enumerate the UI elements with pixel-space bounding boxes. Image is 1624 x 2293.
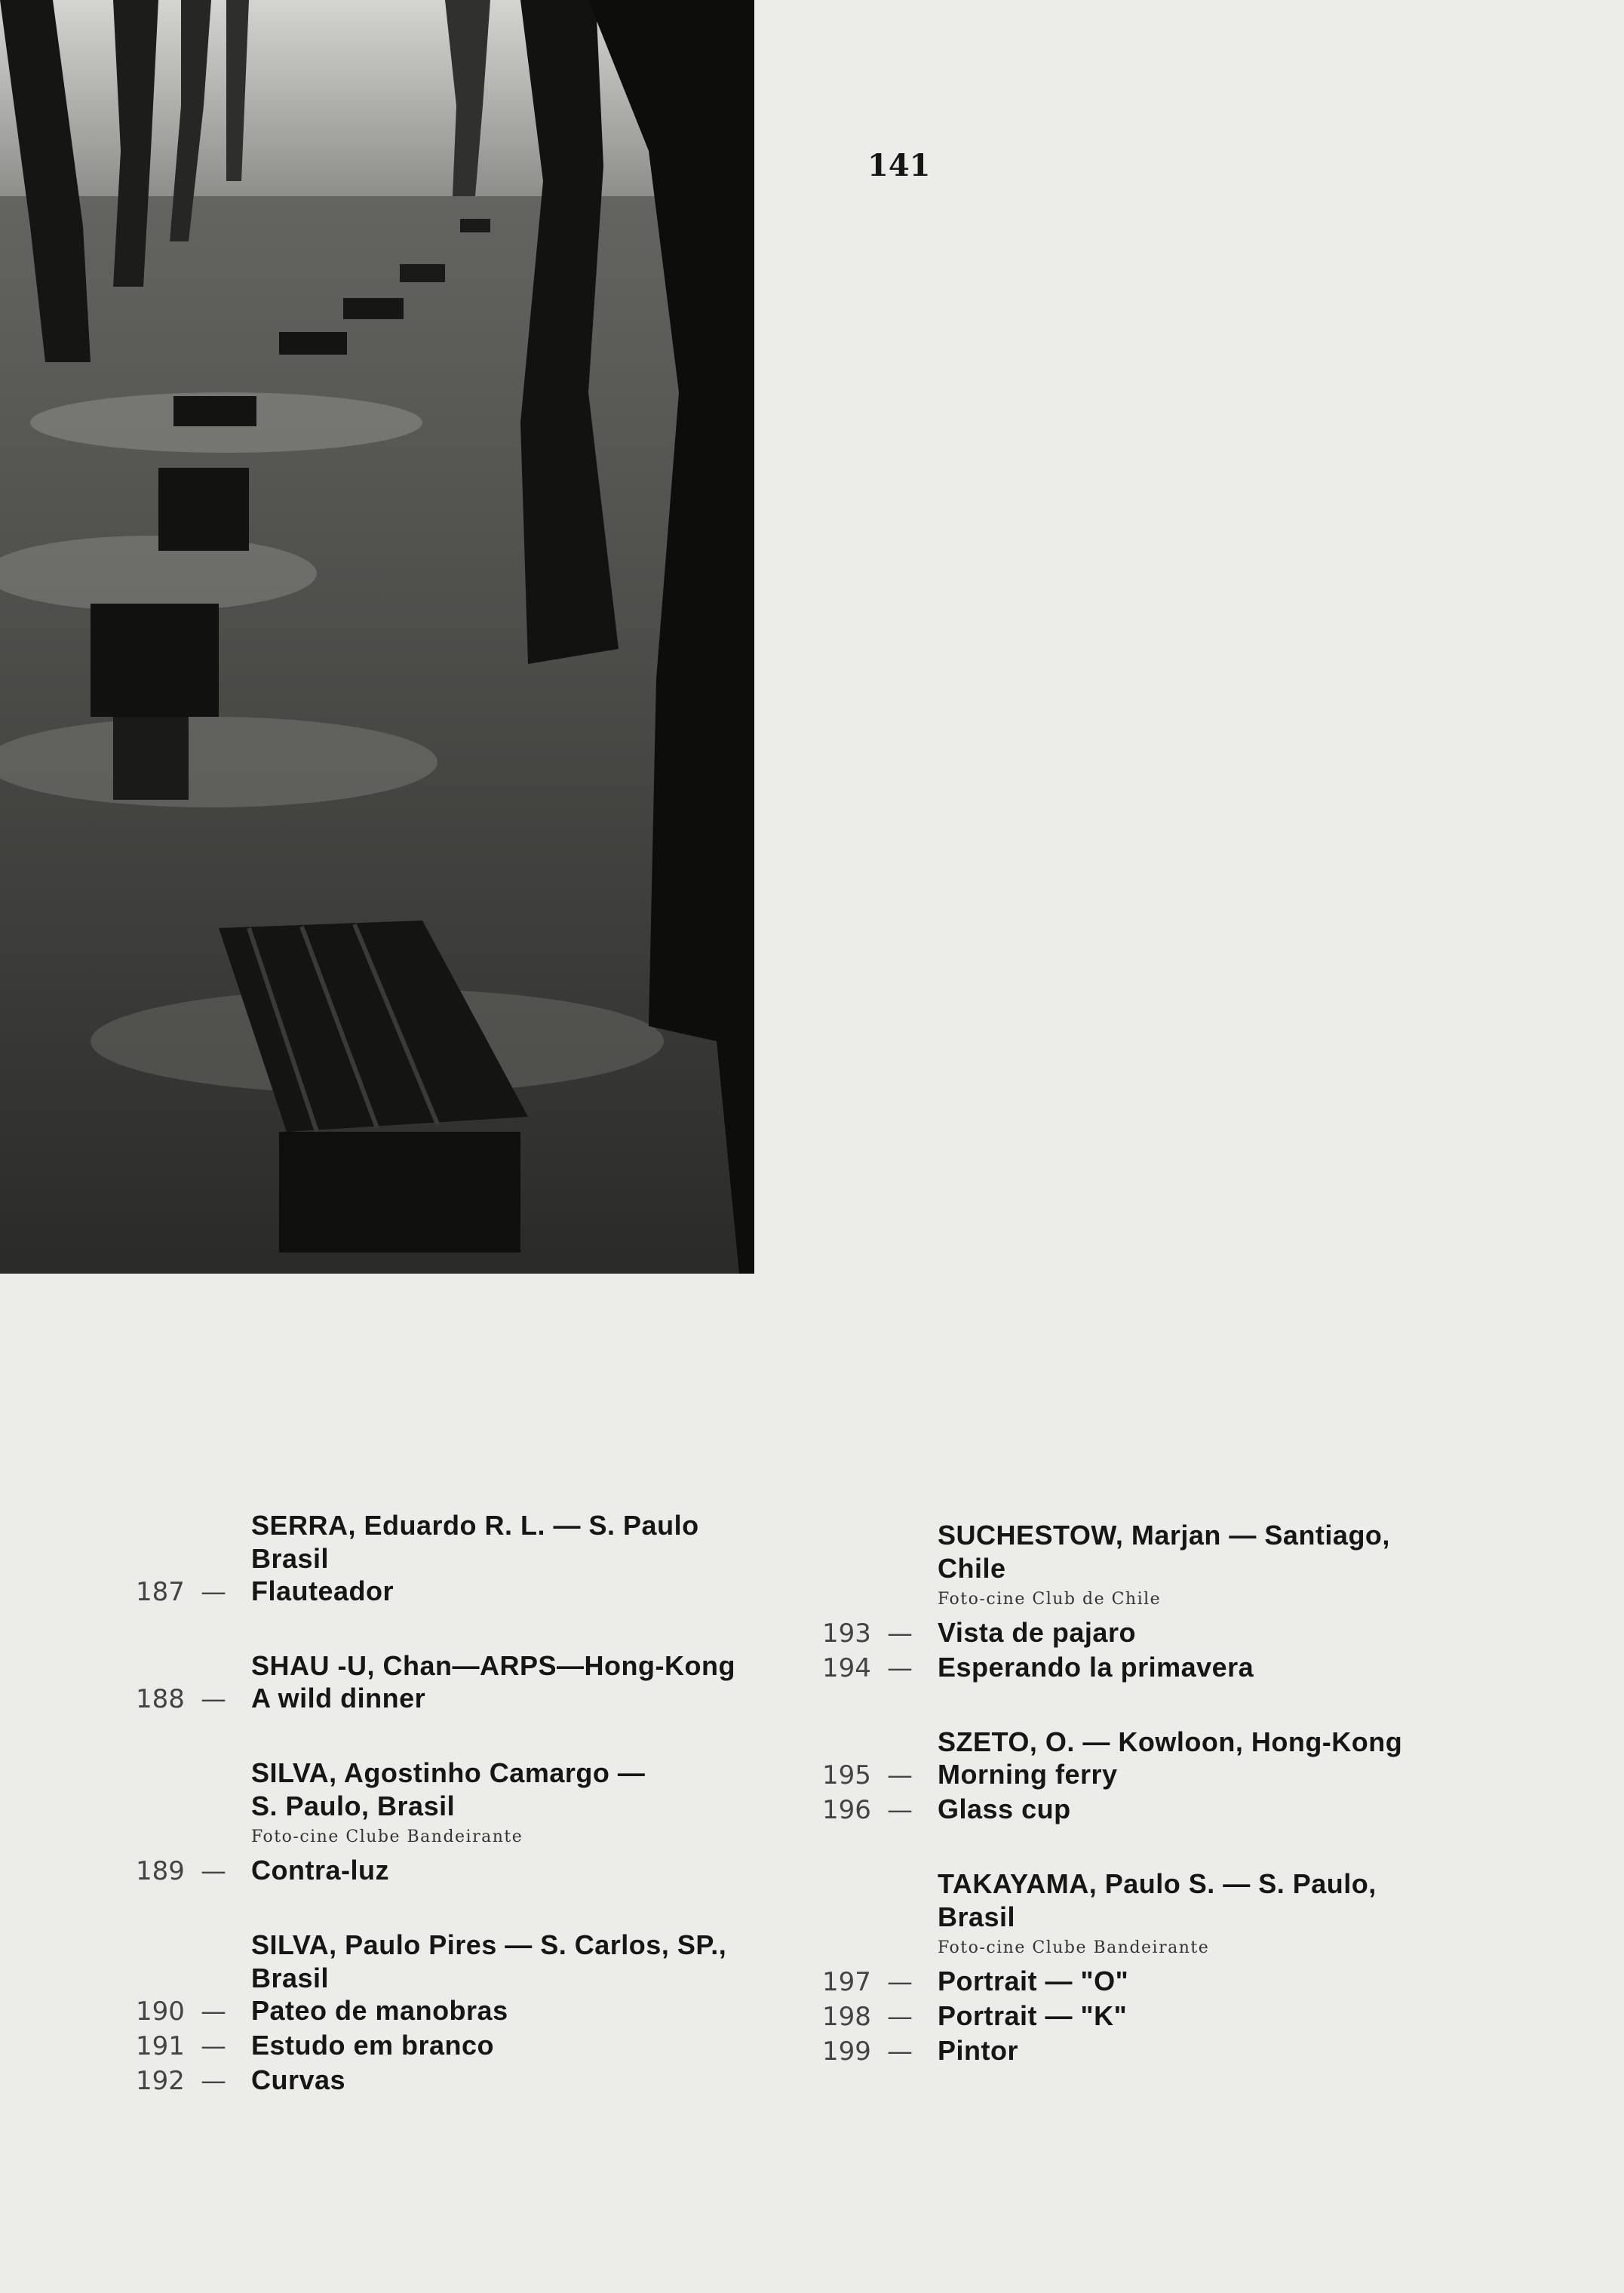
photographer-name: SHAU -U, Chan—ARPS—Hong-Kong <box>251 1650 735 1681</box>
work-title: Glass cup <box>938 1794 1071 1824</box>
left-column <box>136 1509 815 2138</box>
work-item <box>822 1617 1607 1652</box>
photographer-entry <box>822 1867 1607 2070</box>
work-number: 199 <box>822 2036 871 2067</box>
work-dash: — <box>201 1684 226 1714</box>
work-item <box>822 1794 1607 1828</box>
work-dash: — <box>887 1967 913 1997</box>
work-dash: — <box>201 2066 226 2096</box>
work-item <box>136 1855 815 1889</box>
work-dash: — <box>887 1618 913 1649</box>
work-number: 198 <box>822 2002 871 2032</box>
work-dash: — <box>201 1577 226 1607</box>
work-item <box>136 2030 815 2064</box>
work-item <box>822 1652 1607 1686</box>
photographer-name: SZETO, O. — Kowloon, Hong-Kong <box>938 1726 1403 1757</box>
photographer-name: Brasil <box>938 1901 1016 1932</box>
photographer-name: Brasil <box>251 1963 330 1993</box>
work-title: Vista de pajaro <box>938 1617 1136 1648</box>
work-number: 193 <box>822 1618 871 1649</box>
work-dash: — <box>887 2036 913 2067</box>
photo-club: Foto-cine Clube Bandeirante <box>251 1827 523 1846</box>
photographer-entry <box>136 1929 815 2099</box>
photographer-entry <box>136 1757 815 1889</box>
work-number: 187 <box>136 1577 185 1607</box>
photographer-entry <box>136 1509 815 1610</box>
work-dash: — <box>201 1856 226 1886</box>
photographer-name: SILVA, Agostinho Camargo — <box>251 1757 646 1788</box>
work-number: 192 <box>136 2066 185 2096</box>
work-number: 189 <box>136 1856 185 1886</box>
photographer-entry <box>822 1726 1607 1828</box>
photographer-entry <box>822 1519 1607 1686</box>
work-title: Contra-luz <box>251 1855 389 1886</box>
work-number: 188 <box>136 1684 185 1714</box>
work-title: Curvas <box>251 2064 346 2095</box>
work-title: Portrait — "O" <box>938 1966 1129 1996</box>
photographer-name: SILVA, Paulo Pires — S. Carlos, SP., <box>251 1929 727 1960</box>
work-title: A wild dinner <box>251 1683 426 1714</box>
work-dash: — <box>887 1795 913 1825</box>
photographer-name: SUCHESTOW, Marjan — Santiago, <box>938 1520 1390 1551</box>
page-number: 141 <box>867 148 931 183</box>
work-item <box>822 2035 1607 2070</box>
work-number: 190 <box>136 1996 185 2027</box>
work-item <box>136 1995 815 2030</box>
work-title: Morning ferry <box>938 1759 1118 1790</box>
work-number: 196 <box>822 1795 871 1825</box>
work-number: 195 <box>822 1760 871 1790</box>
right-column <box>822 1519 1607 2109</box>
work-item <box>822 2000 1607 2035</box>
work-number: 191 <box>136 2031 185 2061</box>
park-benches-photo <box>0 0 754 1274</box>
photographer-entry <box>136 1649 815 1717</box>
work-item <box>822 1759 1607 1794</box>
photo-club: Foto-cine Club de Chile <box>938 1590 1162 1609</box>
photographer-name: TAKAYAMA, Paulo S. — S. Paulo, <box>938 1868 1377 1899</box>
work-dash: — <box>201 1996 226 2027</box>
work-number: 194 <box>822 1653 871 1683</box>
photographer-name: SERRA, Eduardo R. L. — S. Paulo <box>251 1510 699 1541</box>
photo-graphic <box>0 0 754 1274</box>
photo-club: Foto-cine Clube Bandeirante <box>938 1938 1210 1957</box>
work-item <box>136 2064 815 2099</box>
work-title: Esperando la primavera <box>938 1652 1254 1683</box>
photographer-name: Brasil <box>251 1543 330 1574</box>
work-title: Portrait — "K" <box>938 2000 1128 2031</box>
work-title: Pateo de manobras <box>251 1995 508 2026</box>
work-title: Flauteador <box>251 1575 394 1606</box>
work-item <box>822 1966 1607 2000</box>
work-item <box>136 1683 815 1717</box>
work-title: Pintor <box>938 2035 1018 2066</box>
photographer-name: S. Paulo, Brasil <box>251 1790 456 1821</box>
work-dash: — <box>201 2031 226 2061</box>
work-dash: — <box>887 2002 913 2032</box>
work-dash: — <box>887 1760 913 1790</box>
photographer-name: Chile <box>938 1553 1006 1584</box>
work-number: 197 <box>822 1967 871 1997</box>
work-item <box>136 1575 815 1610</box>
work-dash: — <box>887 1653 913 1683</box>
work-title: Estudo em branco <box>251 2030 495 2061</box>
